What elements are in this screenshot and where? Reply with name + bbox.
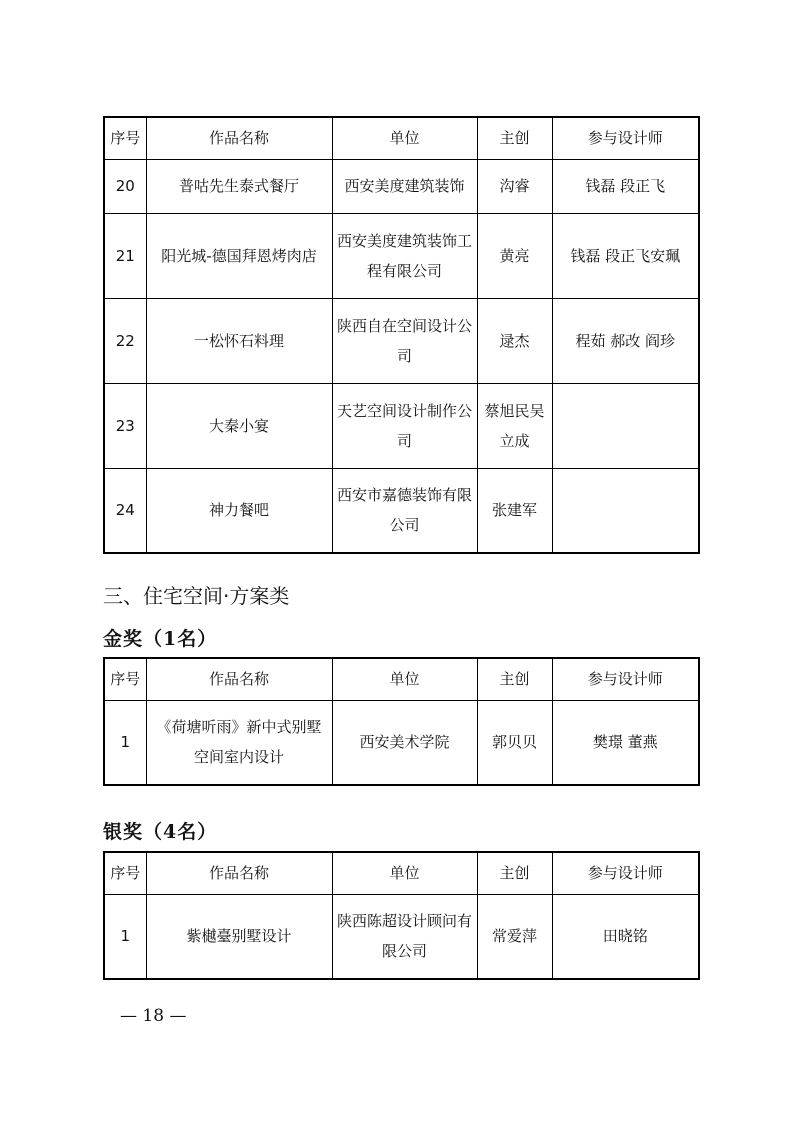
cell-no: 21 xyxy=(104,213,146,298)
cell-name: 《荷塘听雨》新中式别墅空间室内设计 xyxy=(146,700,332,785)
cell-no: 1 xyxy=(104,894,146,979)
cell-no: 23 xyxy=(104,383,146,468)
cell-participants: 田晓铭 xyxy=(552,894,699,979)
cell-name: 阳光城-德国拜恩烤肉店 xyxy=(146,213,332,298)
cell-lead: 逯杰 xyxy=(477,298,552,383)
cell-name: 大秦小宴 xyxy=(146,383,332,468)
awards-table-silver xyxy=(103,851,700,980)
cell-participants: 钱磊 段正飞安珮 xyxy=(552,213,699,298)
header-participants: 参与设计师 xyxy=(552,658,699,700)
header-unit: 单位 xyxy=(332,658,477,700)
table-row xyxy=(104,159,699,213)
cell-lead: 常爱萍 xyxy=(477,894,552,979)
table-row xyxy=(104,468,699,553)
header-lead: 主创 xyxy=(477,852,552,894)
table-row xyxy=(104,298,699,383)
header-lead: 主创 xyxy=(477,658,552,700)
cell-name: 紫樾臺别墅设计 xyxy=(146,894,332,979)
table-header-row xyxy=(104,852,699,894)
awards-table-restaurant xyxy=(103,116,700,554)
header-participants: 参与设计师 xyxy=(552,852,699,894)
silver-award-title: 银奖（4名） xyxy=(103,821,218,843)
header-participants: 参与设计师 xyxy=(552,117,699,159)
cell-lead: 黄亮 xyxy=(477,213,552,298)
table-header-row xyxy=(104,658,699,700)
cell-no: 1 xyxy=(104,700,146,785)
cell-no: 22 xyxy=(104,298,146,383)
awards-table-gold xyxy=(103,657,700,786)
cell-name: 神力餐吧 xyxy=(146,468,332,553)
cell-name: 一松怀石料理 xyxy=(146,298,332,383)
section-title: 三、住宅空间·方案类 xyxy=(103,584,290,608)
cell-no: 24 xyxy=(104,468,146,553)
table-row xyxy=(104,383,699,468)
header-name: 作品名称 xyxy=(146,117,332,159)
table-row xyxy=(104,213,699,298)
gold-award-title: 金奖（1名） xyxy=(103,628,218,650)
cell-no: 20 xyxy=(104,159,146,213)
header-unit: 单位 xyxy=(332,117,477,159)
cell-lead: 沟睿 xyxy=(477,159,552,213)
header-name: 作品名称 xyxy=(146,658,332,700)
header-no: 序号 xyxy=(104,117,146,159)
page-number: — 18 — xyxy=(120,1006,187,1026)
cell-unit: 西安美度建筑装饰工程有限公司 xyxy=(332,213,477,298)
cell-unit: 西安美度建筑装饰 xyxy=(332,159,477,213)
header-no: 序号 xyxy=(104,658,146,700)
header-lead: 主创 xyxy=(477,117,552,159)
cell-participants xyxy=(552,468,699,553)
table-row xyxy=(104,700,699,785)
cell-participants: 程茹 郝改 阎珍 xyxy=(552,298,699,383)
cell-name: 普咕先生泰式餐厅 xyxy=(146,159,332,213)
table-row xyxy=(104,894,699,979)
cell-lead: 郭贝贝 xyxy=(477,700,552,785)
cell-participants: 樊璟 董燕 xyxy=(552,700,699,785)
cell-unit: 西安美术学院 xyxy=(332,700,477,785)
cell-unit: 陕西自在空间设计公司 xyxy=(332,298,477,383)
cell-lead: 张建军 xyxy=(477,468,552,553)
cell-participants xyxy=(552,383,699,468)
header-unit: 单位 xyxy=(332,852,477,894)
cell-lead: 蔡旭民吴立成 xyxy=(477,383,552,468)
table-header-row xyxy=(104,117,699,159)
header-no: 序号 xyxy=(104,852,146,894)
cell-unit: 天艺空间设计制作公司 xyxy=(332,383,477,468)
cell-participants: 钱磊 段正飞 xyxy=(552,159,699,213)
header-name: 作品名称 xyxy=(146,852,332,894)
cell-unit: 西安市嘉德装饰有限公司 xyxy=(332,468,477,553)
cell-unit: 陕西陈超设计顾问有限公司 xyxy=(332,894,477,979)
